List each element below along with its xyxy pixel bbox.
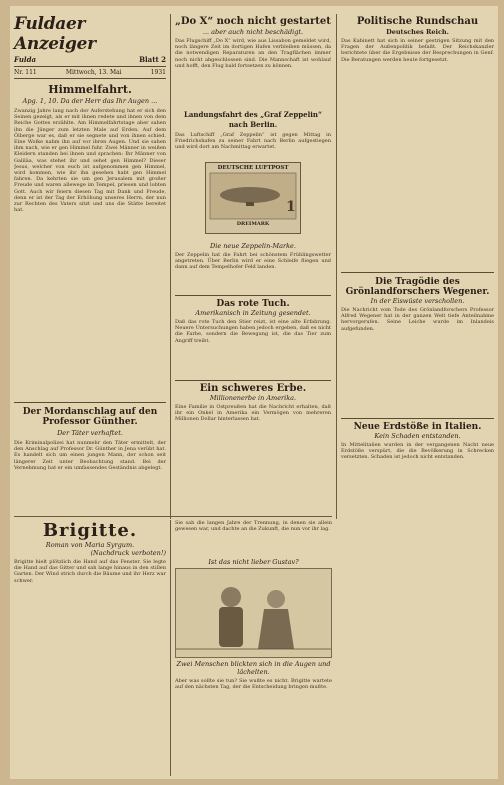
article-body: Die Kriminalpolizei hat nunmehr den Täter ermittelt, der den Anschlag auf Professor Dr. Günther in Jena verübt hat. Es handelt sich um einen jungen Mann, der schon seit längerer Zeit unter Beobachtung stand. Bei der Vernehmung hat er ein umfassendes Geständnis abgelegt. (14, 440, 166, 471)
article-title: Landungsfahrt des „Graf Zeppelin“ nach Berlin. (183, 110, 323, 129)
article-subtitle: ... aber auch nicht beschädigt. (202, 28, 304, 36)
zeppelin-stamp (205, 162, 301, 234)
article-title: Politische Rundschau (356, 16, 479, 27)
article-body: Das Luftschiff „Graf Zeppelin“ ist gegen Mittag in Friedrichshafen zu seiner Fahrt nach Berlin aufgestiegen und wird dort am Nachmittag erwartet. (175, 132, 331, 151)
issue-date: Mittwoch, 13. Mai (65, 69, 122, 76)
zeppelin-icon (206, 171, 300, 221)
column-middle (175, 6, 331, 486)
issue-number: Nr. 111 (14, 69, 37, 76)
article-title: Der Mordanschlag auf den Professor Günther. (22, 407, 158, 427)
illustration-caption-top: Ist das nicht lieber Gustav? (208, 558, 299, 566)
serial-section (14, 520, 332, 776)
svg-text:1: 1 (286, 199, 296, 215)
serial-note: (Nachdruck verboten!) (90, 549, 166, 557)
article-subtitle: In der Eiswüste verschollen. (370, 297, 465, 305)
article-body: Die Nachricht vom Tode des Grönlandforschers Professor Alfred Wegener hat in der ganzen Welt tiefe Anteilnahme hervorgerufen. Seine Leiche wurde im Inlandeis aufgefunden. (341, 307, 494, 332)
article-subtitle: Amerikanisch in Zeitung gesendet. (195, 309, 311, 317)
article-title: Die Tragödie des Grönlandforschers Wegener. (345, 277, 490, 297)
article-title: „Do X“ noch nicht gestartet (175, 16, 331, 27)
stamp-figure (175, 162, 331, 242)
masthead-sheet: Blatt 2 (139, 55, 166, 64)
article-body: Der Zeppelin hat die Fahrt bei schönstem Frühlingswetter angetreten. Über Berlin wird er eine Schleife fliegen und dann auf dem Tempelhofer Feld landen. (175, 252, 331, 271)
serial-body: Brigitte hielt plötzlich die Hand auf das Fenster. Sie legte die Hand auf das Gitter und sah lange hinaus in den stillen Garten. Der Wind strich durch die Bäume und ihr Herz war schwer. (14, 559, 166, 584)
serial-body: Aber was sollte sie tun? Sie wußte es nicht. Brigitte wartete auf den nächsten Tag, der die Entscheidung bringen mußte. (175, 678, 332, 691)
article-body: Eine Familie in Ostpreußen hat die Nachricht erhalten, daß ihr ein Onkel in Amerika ein Vermögen von mehreren Millionen Dollar hinterlassen hat. (175, 404, 331, 423)
masthead-dateline (14, 67, 166, 79)
issue-year: 1931 (150, 69, 166, 76)
article-subtitle: Millionenerbe in Amerika. (209, 394, 297, 402)
article-subtitle: Der Täter verhaftet. (57, 429, 123, 437)
column-left (14, 6, 166, 518)
illustration-caption: Zwei Menschen blickten sich in die Augen und lächelten. (176, 660, 331, 676)
serial-title: Brigitte. (42, 520, 138, 541)
article-body: Das Kabinett hat sich in seiner gestrigen Sitzung mit den Fragen der Außenpolitik befaßt. Der Reichskanzler berichtete über die Ergebnisse der Besprechungen in Genf. Die Beratungen werden heute fortgesetzt. (341, 38, 494, 63)
stamp-top-text: DEUTSCHE LUFTPOST (217, 165, 289, 171)
masthead-title: Fuldaer Anzeiger (14, 14, 96, 54)
stamp-bottom-text: DREIMARK (236, 221, 270, 227)
serial-author: Roman von Maria Syrgum. (45, 541, 135, 549)
article-byline: Apg. 1, 10. Da der Herr das Ihr Augen ... (22, 97, 158, 105)
article-title: Himmelfahrt. (48, 83, 132, 96)
stamp-caption: Die neue Zeppelin-Marke. (210, 242, 296, 250)
article-body: In Mittelitalien wurden in der vergangenen Nacht neue Erdstöße verspürt, die die Bevölkerung in Schrecken versetzten. Schaden ist jedoch nicht entstanden. (341, 442, 494, 461)
article-title: Neue Erdstöße in Italien. (353, 422, 482, 432)
masthead-place: Fulda (14, 55, 37, 64)
column-right (341, 6, 494, 752)
article-subtitle: Kein Schaden entstanden. (374, 432, 461, 440)
newspaper-page (10, 6, 498, 779)
serial-body: Sie sah die langen Jahre der Trennung, in denen sie allein gewesen war, und dachte an die Zukunft, die nun vor ihr lag. (175, 520, 332, 533)
article-subtitle: Deutsches Reich. (386, 28, 449, 36)
masthead (14, 14, 166, 67)
article-body: Das Flugschiff „Do X“ wird, wie aus Lissabon gemeldet wird, noch längere Zeit im dortigen Hafen verbleiben müssen, da die notwendigen Reparaturen an den Tragflächen immer noch nicht abgeschlossen sind. Die Mannschaft ist wohlauf und hofft, den Flug bald fortsetzen zu können. (175, 38, 331, 69)
article-body: Zwanzig Jahre lang nach der Auferstehung hat er sich den Seinen gezeigt, als er mit ihnen redete und ihnen von dem Reiche Gottes erzählte. Am Himmelfahrtstage aber sahen ihn die Jünger zum letzten Male auf Erden. Auf dem Ölberge war es, daß er sie segnete und von ihnen schied. Eine Wolke nahm ihn auf vor ihren Augen. Und sie sahen ihm nach, wie er gen Himmel fuhr. Zwei Männer in weißen Kleidern standen bei ihnen und sprachen: Ihr Männer von Galiläa, was stehet ihr und sehet gen Himmel? Dieser Jesus, welcher von euch ist aufgenommen gen Himmel, wird kommen, wie ihr ihn gesehen habt gen Himmel fahren. Da kehrten sie um gen Jerusalem mit großer Freude und waren allewege im Tempel, priesen und lobten Gott. Auch wir feiern diesen Tag mit Dank und Freude, denn er ist der Tag der Erhöhung unseres Herrn, der nun zur Rechten des Vaters sitzt und uns die Stätte bereitet hat. (14, 108, 166, 214)
couple-illustration-icon (176, 569, 331, 657)
serial-illustration (175, 568, 332, 658)
article-body: Daß das rote Tuch den Stier reizt, ist eine alte Erfahrung. Neuere Untersuchungen haben jedoch ergeben, daß es nicht die Farbe, sondern die Bewegung ist, die das Tier zum Angriff treibt. (175, 319, 331, 344)
article-title: Das rote Tuch. (216, 299, 290, 309)
article-title: Ein schweres Erbe. (199, 383, 307, 394)
